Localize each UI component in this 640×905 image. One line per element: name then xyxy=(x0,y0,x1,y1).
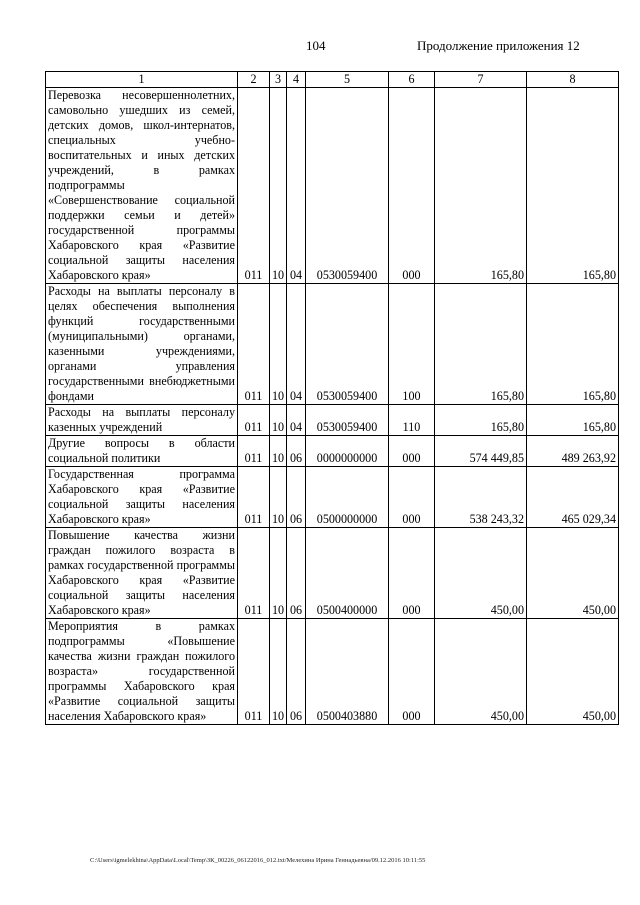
table-row xyxy=(46,436,619,467)
column-header: 6 xyxy=(389,72,435,88)
amount-2: 165,80 xyxy=(527,284,619,405)
column-header: 4 xyxy=(287,72,306,88)
target-code: 0000000000 xyxy=(306,436,389,467)
target-code: 0530059400 xyxy=(306,284,389,405)
ministry-code: 011 xyxy=(238,528,270,619)
target-code: 0530059400 xyxy=(306,88,389,284)
row-name: Государственная программа Хабаровского края «Развитие социальной защиты населения Хабаровского края» xyxy=(46,467,238,528)
subsection-code: 06 xyxy=(287,436,306,467)
amount-1: 165,80 xyxy=(435,405,527,436)
amount-1: 165,80 xyxy=(435,88,527,284)
target-code: 0530059400 xyxy=(306,405,389,436)
column-header: 8 xyxy=(527,72,619,88)
amount-2: 165,80 xyxy=(527,88,619,284)
subsection-code: 04 xyxy=(287,88,306,284)
ministry-code: 011 xyxy=(238,467,270,528)
row-name: Другие вопросы в области социальной политики xyxy=(46,436,238,467)
ministry-code: 011 xyxy=(238,619,270,725)
footer-file-path: C:\Users\igmelekhina\AppData\Local\Temp\ЗК_00226_06122016_012.txt/Мелехина Ирина Геннадьевна/09.12.2016 10:11:55 xyxy=(90,857,426,864)
row-name: Мероприятия в рамках подпрограммы «Повышение качества жизни граждан пожилого возраста» государственной программы Хабаровского края «Развитие социальной защиты населения Хабаровского края» xyxy=(46,619,238,725)
column-header: 7 xyxy=(435,72,527,88)
column-header: 3 xyxy=(270,72,287,88)
section-code: 10 xyxy=(270,467,287,528)
table-header-row xyxy=(46,72,619,88)
amount-2: 465 029,34 xyxy=(527,467,619,528)
expense-code: 000 xyxy=(389,436,435,467)
subsection-code: 06 xyxy=(287,528,306,619)
expense-code: 000 xyxy=(389,88,435,284)
ministry-code: 011 xyxy=(238,436,270,467)
expense-code: 100 xyxy=(389,284,435,405)
ministry-code: 011 xyxy=(238,88,270,284)
section-code: 10 xyxy=(270,284,287,405)
subsection-code: 06 xyxy=(287,619,306,725)
ministry-code: 011 xyxy=(238,284,270,405)
section-code: 10 xyxy=(270,405,287,436)
expense-code: 110 xyxy=(389,405,435,436)
amount-1: 450,00 xyxy=(435,619,527,725)
row-name: Расходы на выплаты персоналу казенных учреждений xyxy=(46,405,238,436)
target-code: 0500400000 xyxy=(306,528,389,619)
budget-table xyxy=(45,71,619,725)
row-name: Перевозка несовершеннолетних, самовольно ушедших из семей, детских домов, школ-интернатов, специальных учебно-воспитательных и иных детских учреждений, в рамках подпрограммы «Совершенствование социальной поддержки семьи и детей» государственной программы Хабаровского края «Развитие социальной защиты населения Хабаровского края» xyxy=(46,88,238,284)
row-name: Повышение качества жизни граждан пожилого возраста в рамках государственной программы Хабаровского края «Развитие социальной защиты населения Хабаровского края» xyxy=(46,528,238,619)
table-row xyxy=(46,405,619,436)
table-row xyxy=(46,88,619,284)
amount-2: 450,00 xyxy=(527,528,619,619)
amount-1: 165,80 xyxy=(435,284,527,405)
section-code: 10 xyxy=(270,436,287,467)
amount-1: 538 243,32 xyxy=(435,467,527,528)
subsection-code: 04 xyxy=(287,284,306,405)
amount-2: 489 263,92 xyxy=(527,436,619,467)
appendix-label: Продолжение приложения 12 xyxy=(417,38,580,53)
table-row xyxy=(46,528,619,619)
ministry-code: 011 xyxy=(238,405,270,436)
target-code: 0500000000 xyxy=(306,467,389,528)
table-row xyxy=(46,619,619,725)
column-header: 5 xyxy=(306,72,389,88)
expense-code: 000 xyxy=(389,528,435,619)
row-name: Расходы на выплаты персоналу в целях обеспечения выполнения функций государственными (муниципальными) органами, казенными учреждениями, органами управления государственными внебюджетными фондами xyxy=(46,284,238,405)
amount-2: 450,00 xyxy=(527,619,619,725)
column-header: 2 xyxy=(238,72,270,88)
amount-1: 450,00 xyxy=(435,528,527,619)
section-code: 10 xyxy=(270,528,287,619)
expense-code: 000 xyxy=(389,619,435,725)
amount-1: 574 449,85 xyxy=(435,436,527,467)
column-header: 1 xyxy=(46,72,238,88)
table-row xyxy=(46,467,619,528)
target-code: 0500403880 xyxy=(306,619,389,725)
table-row xyxy=(46,284,619,405)
page-number: 104 xyxy=(306,38,326,53)
section-code: 10 xyxy=(270,619,287,725)
section-code: 10 xyxy=(270,88,287,284)
subsection-code: 04 xyxy=(287,405,306,436)
amount-2: 165,80 xyxy=(527,405,619,436)
subsection-code: 06 xyxy=(287,467,306,528)
expense-code: 000 xyxy=(389,467,435,528)
